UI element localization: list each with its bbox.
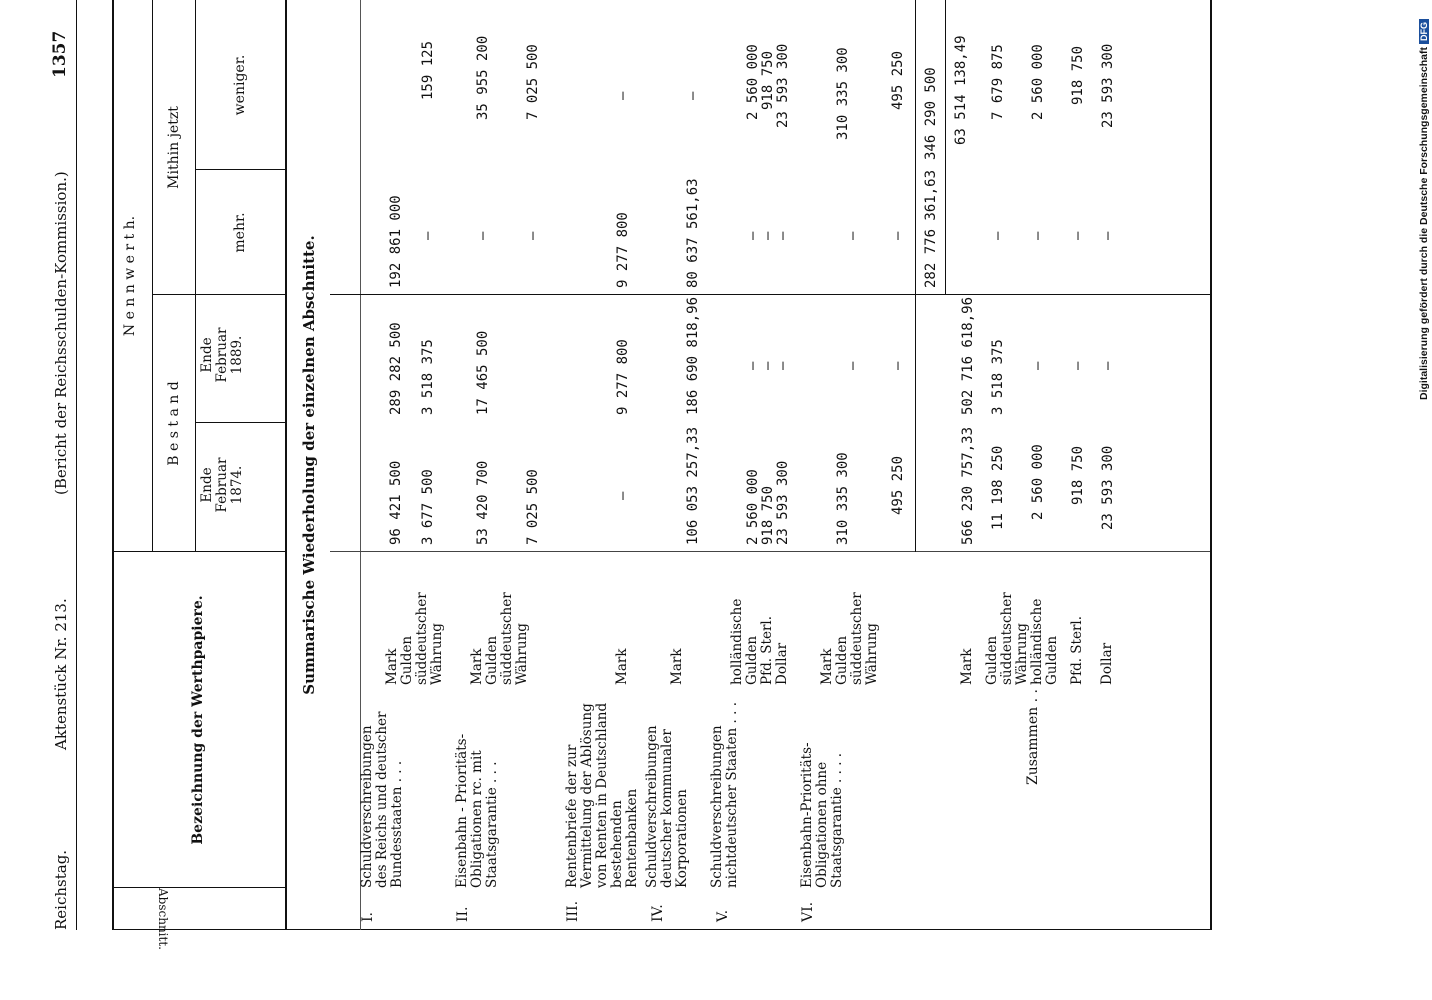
row-VI-1889-1: —: [890, 361, 906, 370]
total-unit-2: holländische Gulden: [1029, 598, 1060, 685]
row-V-1889-2: —: [775, 361, 791, 370]
total-mehr-1: —: [990, 231, 1006, 240]
total-weniger-1: 7 679 875: [990, 44, 1006, 120]
total-weniger-4: 23 593 300: [1100, 43, 1116, 128]
row-III-mehr-0: 9 277 800: [615, 212, 631, 288]
total-unit-1: Gulden süddeutscher Währung: [984, 592, 1030, 685]
row-VI-unit-0: Mark: [819, 648, 835, 685]
subtotal-weniger: 346 290 500: [923, 67, 939, 160]
total-label: Zusammen . . .: [1025, 680, 1041, 785]
row-V-unit-1: Pfd. Sterl.: [759, 615, 775, 685]
row-III-1889-0: 9 277 800: [615, 339, 631, 415]
row-I-weniger-1: 159 125: [420, 40, 436, 100]
total-weniger-3: 918 750: [1070, 45, 1086, 105]
row-I-1889-1: 3 518 375: [420, 339, 436, 415]
row-VI-mehr-0: —: [845, 231, 861, 240]
total-unit-0: Mark: [959, 648, 975, 685]
row-V-1874-1: 918 750: [760, 485, 776, 545]
col-abschnitt: Abschnitt.: [156, 888, 170, 950]
total-1889-3: —: [1070, 361, 1086, 370]
row-III-weniger-0: —: [615, 91, 631, 100]
total-1889-4: —: [1100, 361, 1116, 370]
row-I-description: Schuldverschreibungen des Reichs und deutscher Bundesstaaten . . .: [359, 711, 405, 888]
row-I-roman: I.: [360, 912, 376, 922]
row-V-description: Schuldverschreibungen nichtdeutscher Staaten . . .: [709, 702, 740, 888]
row-II-1874-1: 7 025 500: [525, 469, 541, 545]
row-IV-roman: IV.: [650, 904, 666, 922]
left-border: [112, 929, 1212, 930]
row-III-roman: III.: [565, 900, 581, 922]
row-I-1889-0: 289 282 500: [388, 322, 404, 415]
total-weniger-2: 2 560 000: [1030, 44, 1046, 120]
row-V-mehr-2: —: [775, 231, 791, 240]
total-mehr-4: —: [1100, 231, 1116, 240]
col-ende-1889: Ende Februar 1889.: [199, 327, 245, 383]
header-reichstag: Reichstag.: [52, 849, 70, 930]
subtotal-rule: [915, 0, 916, 552]
subheader-rule: [195, 0, 196, 552]
total-1874-1: 11 198 250: [990, 445, 1006, 530]
row-I-1874-0: 96 421 500: [388, 460, 404, 545]
total-1889-0: 502 716 618,96: [960, 296, 976, 415]
page-number: 1357: [50, 30, 70, 78]
row-II-mehr-0: —: [475, 231, 491, 240]
row-II-weniger-0: 35 955 200: [475, 35, 491, 120]
watermark-text: Digitalisierung gefördert durch die Deutsche Forschungsgemeinschaft: [1418, 47, 1430, 400]
total-1874-2: 2 560 000: [1030, 444, 1046, 520]
table-bottom-rule: [1210, 0, 1212, 930]
row-I-mehr-1: —: [420, 231, 436, 240]
col-bestand: B e s t a n d: [166, 381, 182, 466]
row-II-1889-0: 17 465 500: [475, 330, 491, 415]
total-1889-1: 3 518 375: [990, 339, 1006, 415]
row-III-description: Rentenbriefe der zur Vermittelung der Ablösung von Renten in Deutschland bestehenden Rentenbanken: [564, 702, 640, 888]
row-II-mehr-1: —: [525, 231, 541, 240]
row-V-roman: V.: [715, 909, 731, 922]
table-header-bottom-rule: [285, 0, 287, 930]
total-mehr-2: —: [1030, 231, 1046, 240]
row-VI-unit-1: Gulden süddeutscher Währung: [834, 592, 880, 685]
row-IV-description: Schuldverschreibungen deutscher kommunaler Korporationen: [644, 725, 690, 888]
row-I-unit-0: Mark: [384, 648, 400, 685]
row-V-weniger-2: 23 593 300: [775, 43, 791, 128]
row-V-unit-2: Dollar: [774, 642, 790, 685]
row-IV-mehr-0: 80 637 561,63: [685, 178, 701, 288]
row-VI-mehr-1: —: [890, 231, 906, 240]
row-V-1889-1: —: [760, 361, 776, 370]
row-II-weniger-1: 7 025 500: [525, 44, 541, 120]
total-1874-3: 918 750: [1070, 445, 1086, 505]
total-unit-4: Dollar: [1099, 642, 1115, 685]
header-rule: [76, 0, 77, 930]
table-top-rule: [112, 0, 114, 930]
row-V-unit-0: holländische Gulden: [729, 598, 760, 685]
total-mehr-3: —: [1070, 231, 1086, 240]
row-II-unit-1: Gulden süddeutscher Währung: [484, 592, 530, 685]
row-II-unit-0: Mark: [469, 648, 485, 685]
section-title: Summarische Wiederholung der einzelnen Abschnitte.: [300, 235, 318, 695]
row-V-weniger-0: 2 560 000: [745, 44, 761, 120]
col-bezeichnung: Bezeichnung der Werthpapiere.: [190, 595, 206, 845]
row-VI-description: Eisenbahn-Prioritäts-Obligationen ohne Staatsgarantie . . . .: [799, 742, 845, 888]
col-ende-1874: Ende Februar 1874.: [199, 457, 245, 513]
total-1889-2: —: [1030, 361, 1046, 370]
row-VI-1889-0: —: [845, 361, 861, 370]
col-weniger: weniger.: [232, 54, 248, 116]
header-title: (Bericht der Reichsschulden-Kommission.): [52, 171, 70, 495]
row-V-weniger-1: 918 750: [760, 50, 776, 110]
row-I-unit-1: Gulden süddeutscher Währung: [399, 592, 445, 685]
dfg-badge: DFG: [1419, 19, 1429, 44]
header-aktenstueck: Aktenstück Nr. 213.: [52, 598, 70, 750]
row-VI-roman: VI.: [800, 901, 816, 922]
row-VI-1874-1: 495 250: [890, 455, 906, 515]
total-1874-4: 23 593 300: [1100, 445, 1116, 530]
row-I-mehr-0: 192 861 000: [388, 195, 404, 288]
row-IV-1874-0: 106 053 257,33: [685, 426, 701, 545]
col-mehr: mehr.: [232, 212, 248, 253]
row-II-roman: II.: [455, 906, 471, 922]
row-V-1889-0: —: [745, 361, 761, 370]
divider-1874-1889: [195, 422, 285, 423]
row-IV-weniger-0: —: [685, 91, 701, 100]
body-divider-mithin: [330, 294, 1210, 295]
subtotal-difference: 63 514 138,49: [953, 35, 969, 145]
row-V-mehr-0: —: [745, 231, 761, 240]
difference-rule: [945, 0, 946, 295]
row-V-1874-0: 2 560 000: [745, 469, 761, 545]
row-II-1874-0: 53 420 700: [475, 460, 491, 545]
row-III-unit-0: Mark: [614, 648, 630, 685]
body-divider-units: [330, 551, 1210, 552]
row-VI-weniger-0: 310 335 300: [835, 47, 851, 140]
row-IV-1889-0: 186 690 818,96: [685, 296, 701, 415]
row-VI-1874-0: 310 335 300: [835, 452, 851, 545]
total-unit-3: Pfd. Sterl.: [1069, 615, 1085, 685]
col-nennwerth: N e n n w e r t h.: [122, 215, 138, 337]
row-VI-weniger-1: 495 250: [890, 50, 906, 110]
nennwerth-underline: [152, 0, 153, 552]
row-IV-unit-0: Mark: [669, 648, 685, 685]
row-V-mehr-1: —: [760, 231, 776, 240]
dfg-watermark: [1406, 8, 1432, 400]
row-II-description: Eisenbahn - Prioritäts-Obligationen rc. mit Staatsgarantie . . .: [454, 733, 500, 888]
row-I-1874-1: 3 677 500: [420, 469, 436, 545]
subtotal-mehr: 282 776 361,63: [923, 169, 939, 288]
row-III-1874-0: —: [615, 491, 631, 500]
col-mithin: Mithin jetzt: [166, 106, 182, 189]
row-V-1874-2: 23 593 300: [775, 460, 791, 545]
total-1874-0: 566 230 757,33: [960, 426, 976, 545]
